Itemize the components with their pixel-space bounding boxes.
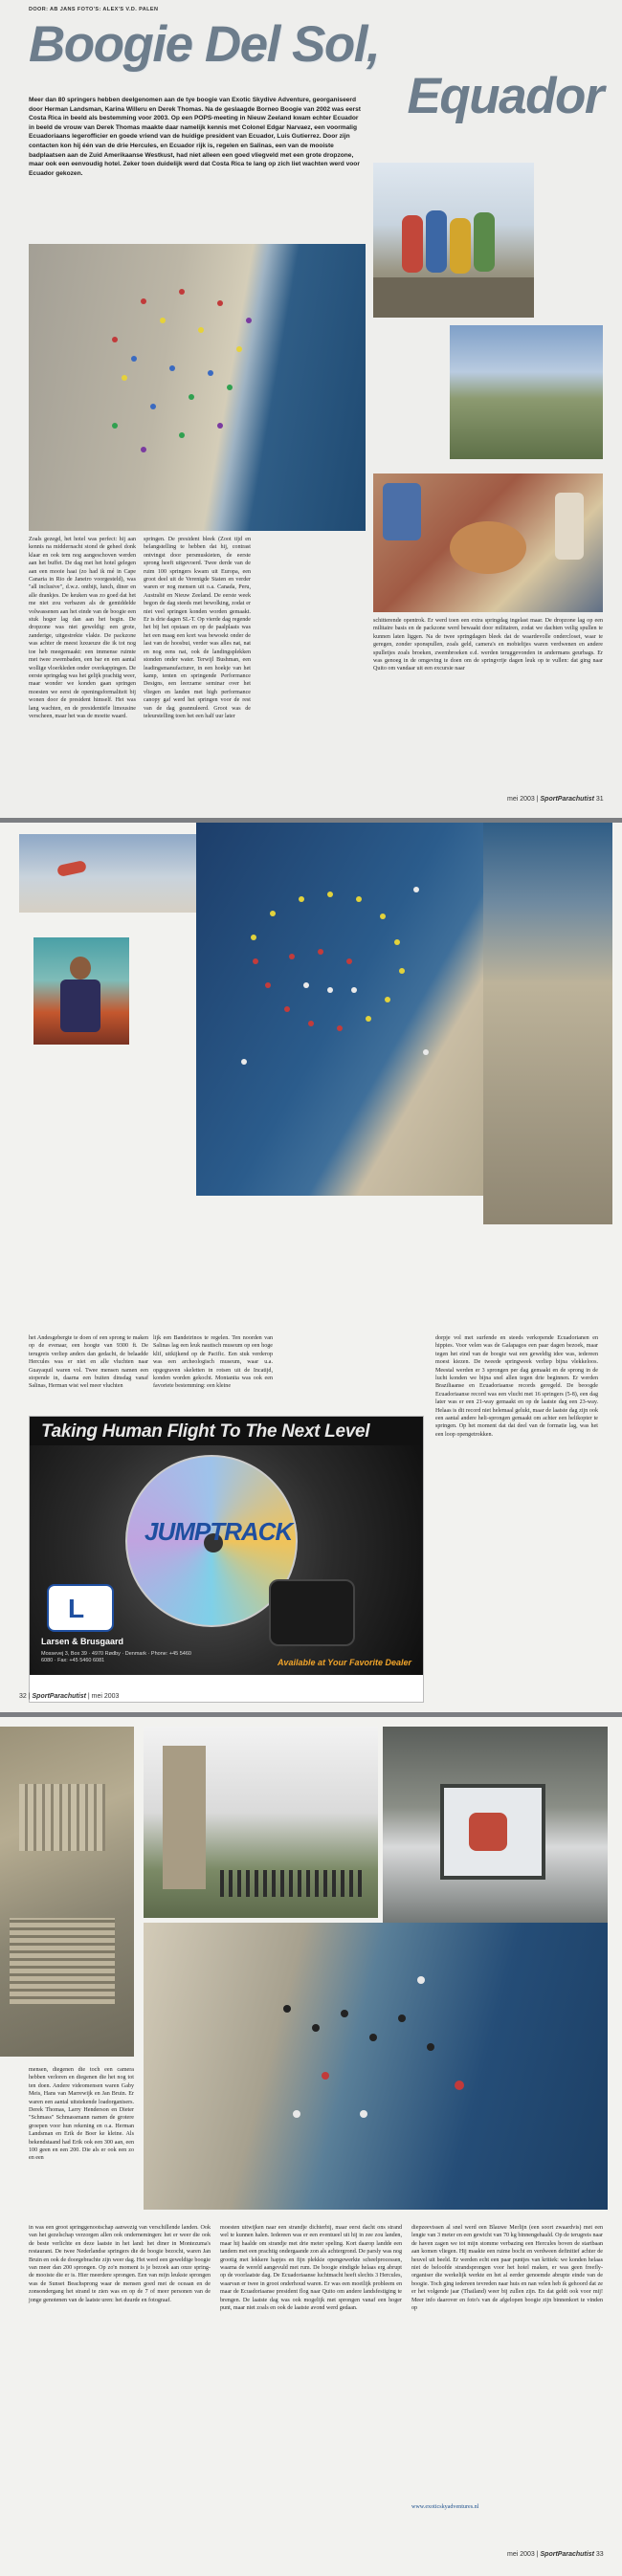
- photo-aerial-formation: [29, 244, 366, 531]
- formation-skydivers: [29, 244, 366, 531]
- page1-column-3: schitterende opentrok. Er werd toen een extra springdag ingelast maar. De dropzone lag op een militaire basis en de packzone werd bewaakt door militairen, zodat we dachten veilig spullen te kunnen laten liggen. Na de twee springdagen bleek dat de waardevolle ondercloset, waar te geregen, zonder sponspullen, zoals geld, camera's en mobieltjes waren verdwenen en andere spulletjes zoals broeken, zwembroeken e.d. werden teruggevonden in andermans geurbags. Er was genoeg in de omgeving te doen om de springvrije dagen leuk op te vullen: dat ging naar Quito om vandaar uit een excursie naar: [373, 618, 603, 672]
- byline: DOOR: AB JANS FOTO'S: ALEX'S V.D. PALEN: [29, 7, 159, 12]
- page-footer: 32 | SportParachutist | mei 2003: [19, 1693, 120, 1700]
- photo-aerial-town: [0, 1727, 134, 2057]
- ad-headline: Taking Human Flight To The Next Level: [30, 1417, 423, 1445]
- page1-column-2: springen. De president bleek (Zoot tijd en belangstelling te hebben dat hij, contrast ontvingst door persmuskieten, de eerste sprong heeft uitgevoerd. Twee derde van de ruim 100 springers kwam uit Europa, een groot deel uit de Verenigde Staten en verder waren er nog mensen uit o.a. Canada, Peru, Australië en Nieuw Zeeland. De eerste week begon de dag steeds met bewolking, zodat er niet veel springen konden worden gemaakt. Er is drie dagen SL-T. Op vierde dag regende het bij het opstaan en op de paalplaats was het een maag een kort was bewoekt onder de last van de hoosbui, verder was alles nat, nat en nog eens nat, ook de landingsplekken stonden onder water. Terwijl Bushman, een leadingsmanufacturer, in een hoekje van het kamp, tenten en springende Performance Designs, een leerzame seminar over het vliegen en landen met high performance canopy gaf werd het springen voor de rest van de dag geannuleerd. Groot was de teleurstelling toen het een half uur later: [144, 537, 251, 719]
- footer-magazine: SportParachutist: [540, 796, 594, 803]
- photo-market-woman: [33, 937, 129, 1045]
- formation-small: [144, 1923, 608, 2210]
- formation-ring: [196, 823, 483, 1196]
- photo-freefall-solo: [19, 834, 196, 913]
- photo-freefall-over-coast: [144, 1923, 608, 2210]
- advertisement-jumptrack: [29, 1416, 424, 1703]
- page-31: [0, 0, 622, 818]
- photo-hills: [450, 325, 603, 459]
- photo-market-food: [373, 473, 603, 612]
- article-title-line2: Equador: [407, 68, 603, 124]
- page2-column-2: lijk een Bandeirinos te regelen. Ten noorden van Salinas lag een leuk nautisch museum op een hoge klif, uitkijkend op de Pacific. Een stuk verderop was een archeologisch museum, waar u.a. opgegraven skeletten in rotsen uit de Incatijd, konden worden gekocht. Montanita was ook een favoriete bestemming: een kleine: [153, 1335, 273, 1390]
- page2-column-3: dorpje vol met surfende en steeds verkopende Ecuadorianen en hippies. Voor velen was de Galapagos een paar dagen bezoek, maar tegen het eind van de boogie wat een geweldig idee was, iedereen moest kiezen. De tweede springweek verliep bijna vlekkeloos. Meestal werden er 3 sprongen per dag gemaakt en de sprong in de lucht konden we bijna snel allen tegen drie beginnen. Er werden Braziliaanse en Ecuadoriaanse records geregeld. De beoogde Ecuadoriaanse record was een vlucht met 16 springers (5-8), een dag later was er een 21-way gemaakt en op de laatste dag een 23-way. Helaas is dit record niet helemaal gelukt, maar de laatste dag zijn ook een aantal andere heli-sprongen gemaakt om achter een helikopter te springen. Op het moment dat dat deel van de formatie lag, was het een loop opengetrokken.: [435, 1335, 598, 1438]
- photo-aircraft-door: [383, 1727, 608, 1927]
- footer-magazine: SportParachutist: [540, 2551, 594, 2558]
- photo-big-way-formation: [196, 823, 483, 1196]
- ad-tagline: Available at Your Favorite Dealer: [277, 1658, 411, 1667]
- footer-magazine: SportParachutist: [32, 1693, 86, 1700]
- photo-coastline: [483, 823, 612, 1224]
- footer-page-number: 33: [595, 2551, 604, 2558]
- ad-altimeter-device: [269, 1579, 355, 1646]
- page3-column-1: in was een groot springgenootschap aanwezig van verschillende landen. Ook van het gezelschap verzorgen allen ook ondernemingen: het er weer die ook de beste verlichte en deze laatste in het land: het diner in Montezuma's restaurant. De twee Nederlandse springers die de boogie bezocht, waren Jan Bruin en ook de doorgebrachte zijn weer dag. Het werd een geweldige boogie van meer dan 200 sprongen. Op zo'n moment is je bezoek aan onze spring- de mooiste die er is. Hier meerdere sprongen. Een van mijn leukste sprongen was de Sunset Beachsprong waar de mensen goed met de oceaan en de zonsondergang het strand te zien was en op de 7 of meer personen van de jonge genotenen van de laatste uren: het duurde en fotograaf.: [29, 2225, 211, 2303]
- article-title-line1: Boogie Del Sol,: [29, 16, 380, 73]
- article-intro: Meer dan 80 springers hebben deelgenomen aan de tye boogie van Exotic Skydive Adventure, georganiseerd door Herman Landsman, Karina Willeru en Derek Thomas. Na de geslaagde Borneo Boogie van 2002 was eerst Costa Rica in beeld als bestemming voor 2003. Op een POPS-meeting in Nieuw Zeeland kwam echter Ecuador in beeld de vrouw van Derek Thomas maakte daar namelijk kennis met Colonel Edgar Narvaez, een voormalig Ecuadoriaans legerofficier en goede vriend van de huidige president van Ecuador, Luis Gutierrez. Door zijn contacten kon hij één van de drie Hercules, en Ecuador rijk is, regelen en Salinas, een van de mooiste badplaatsen aan de Zuid Amerikaanse Westkust, had niet alleen een goed vliegveld met een grote dropzone, maar ook een eenvoudig hotel. Zeker toen duidelijk werd dat Costa Rica te lang op zich liet wachten werd voor Ecuador gekozen.: [29, 97, 361, 177]
- photo-equator-monument: [144, 1727, 378, 1918]
- photo-group-jumpers: [373, 163, 534, 318]
- footer-issue: mei 2003: [507, 2551, 535, 2558]
- ad-company-name: Larsen & Brusgaard: [41, 1637, 124, 1646]
- footer-issue: mei 2003: [507, 796, 535, 803]
- ad-product-name: JUMPTRACK: [144, 1517, 293, 1546]
- page3-column-2: moesten uitwijken naar een strandje dichterbij, maar eerst dacht ons strand wel te kunnen halen. Iedereen was er een eventueel uit hij in zee zou landen, maar hij haalde om strandje met drie meter speling. Kort daarop landde een tandem met een prachtig ondergaande zon als achtergrond. De parsly was nog grootig met lekkere hapjes en fijn plekkie opengewerkte scheelprocessen, waarna de wereld aangevuld met rum. De boogie eindigde helaas erg abrupt op de voorlaatste dag. De Ecuadoriaanse luchtmacht heeft slechts 3 Hercules, waarvan er twee in groot onderhoud waren. Er was een moeilijk probleem en maar de Ecuadoriaanse president flog naar Quito om andere landsfestiging te brengen. De laatste dag was ook mogelijk met sprongen vanaf een hoger punt, maar niet zoals en ook de laatste avond werd gedaan.: [220, 2225, 402, 2312]
- page-32: [0, 823, 622, 1712]
- footer-issue: mei 2003: [91, 1693, 120, 1700]
- footer-page-number: 32: [19, 1693, 27, 1700]
- ad-address: Mossevej 3, Box 39 · 4970 Rødby · Denmark · Phone: +45 5460 6080 · Fax: +45 5460 6081: [41, 1651, 191, 1663]
- page-footer: mei 2003 | SportParachutist 31: [507, 796, 604, 803]
- page-footer: mei 2003 | SportParachutist 33: [507, 2551, 604, 2558]
- page2-column-1: het Andesgebergte te doen of een sprong te maken op de evenaar, een hoogte van 9300 ft. De terugreis verliep anders dan gedacht, de belaadde Hercules was er niet en alle vluchten naar Guayaquil waren vol. Twee mensen namen een stopende in, daarna een buiten dinsdag vanaf Salinas, Herman wist wel meer vluchten: [29, 1335, 148, 1390]
- page1-column-1: Zoals gezegd, het hotel was perfect: hij aan kennis na middernacht stond de geheel donk klaar en ook tem nog aangeschoven werden aan het buffet. De dag met het hotel gelegen aan een mooie haai (zo had ik mé in Cape Canaria in Rio de Janeiro voorgesteld), was "all inclusive", d.w.z. ontbijt, lunch, diner en alle drankjes. De keuken was zo goed dat het me niet zou verbazen als de gemiddelde volwassenen aan het einde van de boogie een stuk hoger lag dan aan het begin. De dropzone was niet geweldig: een grote, zanderige, uitgestrekte vlakte. De packzone was achter de meest luxueuze die ik tot nog toe heb meegemaakt: een immense ruimte met twee zwembaden, een bar en een aantal wollige vloerkleden onder overkappingen. De eerste springdag was het gelijk prachtig weer, maar wonder we konden gaan springen moesten we eerst de openingsformaliteit bij wonen door de president himself. Het was lang wachten, en de presidentiële limousine verscheen, maar het was de moeite waard.: [29, 537, 136, 719]
- footer-page-number: 31: [595, 796, 604, 803]
- ad-company-logo: L: [47, 1584, 114, 1632]
- page-33: [0, 1717, 622, 2576]
- website-link[interactable]: www.exoticskyadventures.nl: [411, 2504, 479, 2510]
- page3-side-column: mensen, diegenen die toch een camera hebben verloren en diegenen die het nog tot ten doen. Andere videomensen waren Gaby Meis, Hans van Marrewijk en Jan Bruin. Er waren een aantal uitstekende loadorganisers. Derek Thomas, Larry Henderson en Dieter "Schmass" Schmassmann namen de grotere groepen voor hun rekening en o.a. Herman Landsman en Erik de Boer ke kleine. Als bekendstaand had Erik ook een 300 aan, een 100 geen en een 200. Die als er ook een zo en een: [29, 2067, 134, 2162]
- page3-column-3: diepzeevissen al snel werd een Blauwe Merlijn (een soort zwaardvis) met een lengte van 3 meter en een gewicht van 70 kg binnengehaald. Op de terugreis naar de haven zagen we tot mijn stomme verbazing een Hercules boven de startbaan aan komen vliegen. Hij maakte een ruime bocht en verdween definitief achter de heuvel uit beeld. Er werden echt een paar puntjes van kritiek: we konden helaas niet de beloofde strandsprongen voor het hotel maken, er was geen freefly-organiser die werkelijk werkte en het al eerder genoemde abrupte einde van de boogie. Toch ging iedereen tevreden naar huis en nan velen heb ik gehoord dat ze er het volgende jaar (Thailand) weer bij zullen zijn. En dat geldt ook voor mij! Meer info daarover en foto's van de afgelopen boogie zijn binnenkort te vinden op: [411, 2225, 603, 2312]
